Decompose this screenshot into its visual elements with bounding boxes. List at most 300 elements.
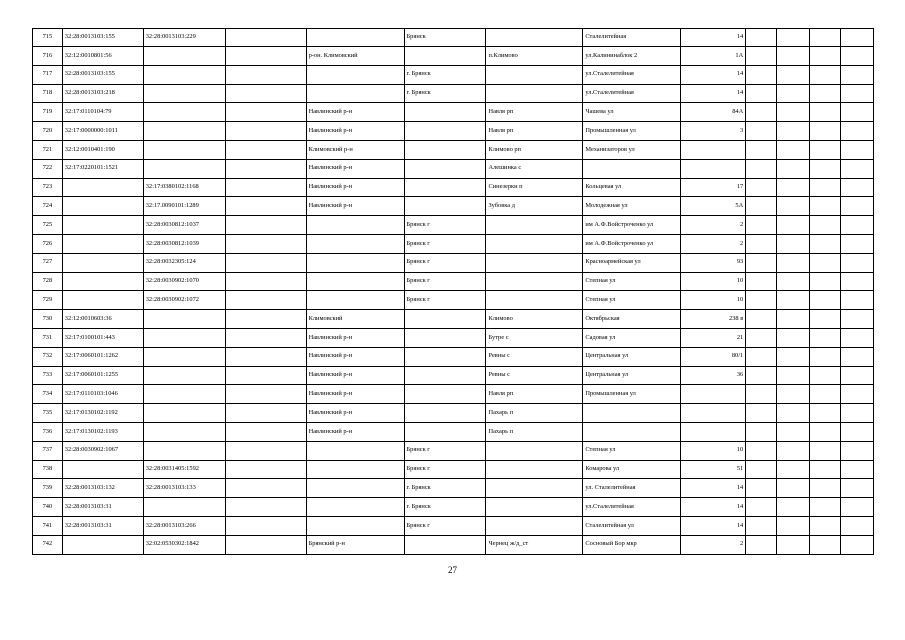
settlement-cell: Пахарь п	[486, 404, 583, 423]
district-cell: Навлинский р-н	[306, 122, 404, 141]
city-cell	[404, 366, 486, 385]
extra-cell	[810, 441, 841, 460]
row-number-cell: 727	[33, 253, 63, 272]
table-row	[33, 460, 874, 479]
settlement-cell: Пахарь п	[486, 422, 583, 441]
cadastral-number-2-cell	[143, 404, 225, 423]
extra-cell	[777, 498, 810, 517]
cadastral-number-2-cell: 32:28:0032305:124	[143, 253, 225, 272]
extra-cell	[840, 65, 873, 84]
extra-cell	[840, 122, 873, 141]
extra-cell	[746, 385, 777, 404]
extra-cell	[777, 140, 810, 159]
house-cell: 84А	[681, 103, 746, 122]
region-cell	[225, 328, 306, 347]
page-number: 27	[448, 565, 457, 575]
house-cell: 80/1	[681, 347, 746, 366]
street-cell: Центральная ул	[583, 347, 681, 366]
region-cell	[225, 479, 306, 498]
extra-cell	[746, 404, 777, 423]
extra-cell	[840, 385, 873, 404]
extra-cell	[746, 422, 777, 441]
city-cell	[404, 178, 486, 197]
cadastral-number-2-cell: 32:28:0030812:1037	[143, 216, 225, 235]
extra-cell	[810, 479, 841, 498]
cadastral-number-cell: 32:12:0010603:36	[62, 310, 143, 329]
row-number-cell: 731	[33, 328, 63, 347]
district-cell: Навлинский р-н	[306, 347, 404, 366]
settlement-cell	[486, 291, 583, 310]
extra-cell	[810, 272, 841, 291]
region-cell	[225, 310, 306, 329]
row-number-cell: 730	[33, 310, 63, 329]
table-row	[33, 159, 874, 178]
district-cell: Климовский	[306, 310, 404, 329]
extra-cell	[840, 216, 873, 235]
extra-cell	[777, 328, 810, 347]
cadastral-number-2-cell	[143, 65, 225, 84]
cadastral-number-cell	[62, 178, 143, 197]
table-row	[33, 404, 874, 423]
cadastral-number-2-cell	[143, 103, 225, 122]
extra-cell	[810, 310, 841, 329]
extra-cell	[777, 272, 810, 291]
extra-cell	[746, 216, 777, 235]
street-cell: Степная ул	[583, 272, 681, 291]
street-cell: Механизаторов ул	[583, 140, 681, 159]
extra-cell	[746, 159, 777, 178]
settlement-cell: Синезерки п	[486, 178, 583, 197]
settlement-cell	[486, 441, 583, 460]
city-cell: г. Брянск	[404, 65, 486, 84]
settlement-cell: Климово рп	[486, 140, 583, 159]
row-number-cell: 715	[33, 29, 63, 47]
extra-cell	[777, 47, 810, 66]
district-cell	[306, 460, 404, 479]
extra-cell	[777, 291, 810, 310]
cadastral-number-cell	[62, 272, 143, 291]
table-row	[33, 253, 874, 272]
district-cell	[306, 253, 404, 272]
street-cell: Центральная ул	[583, 366, 681, 385]
table-row	[33, 328, 874, 347]
cadastral-number-2-cell: 32:02:0530302:1842	[143, 535, 225, 554]
extra-cell	[777, 516, 810, 535]
extra-cell	[840, 140, 873, 159]
table-row	[33, 103, 874, 122]
row-number-cell: 736	[33, 422, 63, 441]
extra-cell	[746, 234, 777, 253]
registry-table	[32, 28, 874, 555]
settlement-cell	[486, 460, 583, 479]
cadastral-number-2-cell: 32:17:0380102:1168	[143, 178, 225, 197]
table-row	[33, 498, 874, 517]
district-cell	[306, 479, 404, 498]
extra-cell	[840, 328, 873, 347]
street-cell: ул.Сталелитейная	[583, 498, 681, 517]
city-cell	[404, 159, 486, 178]
table-row	[33, 29, 874, 47]
extra-cell	[840, 272, 873, 291]
city-cell	[404, 535, 486, 554]
cadastral-number-2-cell: 32:28:0030902:1072	[143, 291, 225, 310]
street-cell: Садовая ул	[583, 328, 681, 347]
region-cell	[225, 65, 306, 84]
extra-cell	[777, 197, 810, 216]
cadastral-number-2-cell	[143, 159, 225, 178]
extra-cell	[810, 140, 841, 159]
table-row	[33, 84, 874, 103]
city-cell: Брянск	[404, 29, 486, 47]
settlement-cell: Навля рп	[486, 122, 583, 141]
street-cell: Промышленная ул	[583, 122, 681, 141]
city-cell	[404, 47, 486, 66]
extra-cell	[810, 47, 841, 66]
street-cell: ул.Калининаблок 2	[583, 47, 681, 66]
row-number-cell: 717	[33, 65, 63, 84]
extra-cell	[777, 253, 810, 272]
settlement-cell	[486, 272, 583, 291]
region-cell	[225, 366, 306, 385]
street-cell: ул.Сталелитейная	[583, 65, 681, 84]
region-cell	[225, 159, 306, 178]
city-cell: Брянск г	[404, 234, 486, 253]
extra-cell	[746, 441, 777, 460]
cadastral-number-2-cell: 32:28:0013103:133	[143, 479, 225, 498]
table-row	[33, 535, 874, 554]
cadastral-number-2-cell	[143, 385, 225, 404]
extra-cell	[746, 197, 777, 216]
cadastral-number-2-cell	[143, 328, 225, 347]
house-cell: 2	[681, 234, 746, 253]
city-cell: Брянск г	[404, 272, 486, 291]
house-cell: 238 в	[681, 310, 746, 329]
house-cell	[681, 422, 746, 441]
street-cell: Степная ул	[583, 291, 681, 310]
district-cell	[306, 234, 404, 253]
city-cell: Брянск г	[404, 253, 486, 272]
district-cell	[306, 516, 404, 535]
row-number-cell: 737	[33, 441, 63, 460]
district-cell: р-он. Климовский	[306, 47, 404, 66]
settlement-cell	[486, 234, 583, 253]
extra-cell	[840, 84, 873, 103]
city-cell: Брянск г	[404, 516, 486, 535]
cadastral-number-cell: 32:17:0060101:1262	[62, 347, 143, 366]
extra-cell	[746, 253, 777, 272]
cadastral-number-cell: 32:12:0010401:190	[62, 140, 143, 159]
settlement-cell: Навля рп	[486, 103, 583, 122]
city-cell: г. Брянск	[404, 84, 486, 103]
house-cell	[681, 140, 746, 159]
district-cell	[306, 272, 404, 291]
extra-cell	[777, 479, 810, 498]
district-cell	[306, 216, 404, 235]
cadastral-number-cell: 32:17:0130102:1192	[62, 404, 143, 423]
row-number-cell: 741	[33, 516, 63, 535]
city-cell	[404, 122, 486, 141]
cadastral-number-2-cell: 32:28:0030902:1070	[143, 272, 225, 291]
city-cell: Брянск г	[404, 291, 486, 310]
extra-cell	[746, 29, 777, 47]
table-row	[33, 347, 874, 366]
cadastral-number-2-cell	[143, 498, 225, 517]
extra-cell	[810, 65, 841, 84]
extra-cell	[746, 516, 777, 535]
extra-cell	[777, 347, 810, 366]
extra-cell	[840, 441, 873, 460]
district-cell: Навлинский р-н	[306, 385, 404, 404]
extra-cell	[746, 310, 777, 329]
region-cell	[225, 347, 306, 366]
district-cell: Навлинский р-н	[306, 366, 404, 385]
settlement-cell: Зубовка д	[486, 197, 583, 216]
extra-cell	[810, 460, 841, 479]
region-cell	[225, 29, 306, 47]
house-cell: 93	[681, 253, 746, 272]
cadastral-number-2-cell	[143, 47, 225, 66]
cadastral-number-2-cell	[143, 310, 225, 329]
extra-cell	[840, 103, 873, 122]
extra-cell	[777, 234, 810, 253]
table-row	[33, 272, 874, 291]
district-cell: Навлинский р-н	[306, 404, 404, 423]
settlement-cell: Климово	[486, 310, 583, 329]
street-cell	[583, 422, 681, 441]
street-cell: Молодежная ул	[583, 197, 681, 216]
house-cell: 10	[681, 291, 746, 310]
street-cell: Чашева ул	[583, 103, 681, 122]
settlement-cell	[486, 498, 583, 517]
extra-cell	[777, 404, 810, 423]
row-number-cell: 738	[33, 460, 63, 479]
table-row	[33, 216, 874, 235]
row-number-cell: 728	[33, 272, 63, 291]
extra-cell	[810, 366, 841, 385]
street-cell: ул. Сталелитейная	[583, 479, 681, 498]
cadastral-number-cell: 32:28:0013103:155	[62, 29, 143, 47]
cadastral-number-cell: 32:28:0013103:155	[62, 65, 143, 84]
street-cell	[583, 159, 681, 178]
region-cell	[225, 535, 306, 554]
house-cell: 14	[681, 516, 746, 535]
extra-cell	[810, 159, 841, 178]
extra-cell	[777, 159, 810, 178]
table-row	[33, 310, 874, 329]
street-cell: ул.Сталелитейная	[583, 84, 681, 103]
street-cell: Сталелитейная ул	[583, 516, 681, 535]
region-cell	[225, 516, 306, 535]
cadastral-number-2-cell	[143, 140, 225, 159]
district-cell	[306, 29, 404, 47]
district-cell: Навлинский р-н	[306, 159, 404, 178]
table-row	[33, 366, 874, 385]
extra-cell	[840, 291, 873, 310]
street-cell: Комарова ул	[583, 460, 681, 479]
region-cell	[225, 404, 306, 423]
city-cell: г. Брянск	[404, 479, 486, 498]
settlement-cell: Ревны с	[486, 347, 583, 366]
region-cell	[225, 84, 306, 103]
region-cell	[225, 498, 306, 517]
row-number-cell: 723	[33, 178, 63, 197]
settlement-cell: Навля рп	[486, 385, 583, 404]
cadastral-number-2-cell	[143, 441, 225, 460]
extra-cell	[746, 103, 777, 122]
house-cell: 14	[681, 479, 746, 498]
city-cell	[404, 422, 486, 441]
extra-cell	[810, 404, 841, 423]
extra-cell	[810, 253, 841, 272]
extra-cell	[840, 159, 873, 178]
settlement-cell: Бутре с	[486, 328, 583, 347]
region-cell	[225, 460, 306, 479]
extra-cell	[810, 516, 841, 535]
extra-cell	[810, 498, 841, 517]
row-number-cell: 724	[33, 197, 63, 216]
cadastral-number-2-cell: 32:17.0090101:1289	[143, 197, 225, 216]
region-cell	[225, 234, 306, 253]
cadastral-number-cell	[62, 253, 143, 272]
extra-cell	[746, 272, 777, 291]
extra-cell	[777, 422, 810, 441]
row-number-cell: 732	[33, 347, 63, 366]
region-cell	[225, 140, 306, 159]
house-cell	[681, 404, 746, 423]
row-number-cell: 740	[33, 498, 63, 517]
house-cell: 10	[681, 272, 746, 291]
extra-cell	[810, 29, 841, 47]
settlement-cell: Чернец ж/д_ст	[486, 535, 583, 554]
cadastral-number-cell	[62, 460, 143, 479]
row-number-cell: 733	[33, 366, 63, 385]
district-cell: Климовский р-н	[306, 140, 404, 159]
city-cell	[404, 347, 486, 366]
street-cell: им А.Ф.Войстроченко ул	[583, 216, 681, 235]
extra-cell	[777, 535, 810, 554]
extra-cell	[746, 140, 777, 159]
region-cell	[225, 216, 306, 235]
cadastral-number-cell: 32:28:0013103:31	[62, 516, 143, 535]
table-row	[33, 385, 874, 404]
extra-cell	[810, 216, 841, 235]
cadastral-number-cell: 32:17:0060101:1255	[62, 366, 143, 385]
extra-cell	[810, 197, 841, 216]
extra-cell	[777, 460, 810, 479]
house-cell: 17	[681, 178, 746, 197]
street-cell: Степная ул	[583, 441, 681, 460]
district-cell: Навлинский р-н	[306, 197, 404, 216]
region-cell	[225, 291, 306, 310]
cadastral-number-cell	[62, 291, 143, 310]
street-cell: Промышленная ул	[583, 385, 681, 404]
cadastral-number-2-cell: 32:28:0031405:1592	[143, 460, 225, 479]
extra-cell	[840, 366, 873, 385]
district-cell: Навлинский р-н	[306, 178, 404, 197]
house-cell: 21	[681, 328, 746, 347]
city-cell	[404, 103, 486, 122]
table-row	[33, 122, 874, 141]
extra-cell	[810, 103, 841, 122]
extra-cell	[746, 460, 777, 479]
street-cell: Сосновый Бор мкр	[583, 535, 681, 554]
cadastral-number-cell: 32:28:0013103:31	[62, 498, 143, 517]
region-cell	[225, 272, 306, 291]
extra-cell	[840, 253, 873, 272]
table-row	[33, 479, 874, 498]
extra-cell	[840, 535, 873, 554]
street-cell: им А.Ф.Войстроченко ул	[583, 234, 681, 253]
house-cell	[681, 159, 746, 178]
district-cell	[306, 84, 404, 103]
extra-cell	[840, 29, 873, 47]
cadastral-number-cell: 32:17:0110103:1046	[62, 385, 143, 404]
table-row	[33, 234, 874, 253]
region-cell	[225, 178, 306, 197]
street-cell	[583, 404, 681, 423]
row-number-cell: 722	[33, 159, 63, 178]
settlement-cell: п.Климово	[486, 47, 583, 66]
cadastral-number-cell: 32:17:0130102:1193	[62, 422, 143, 441]
settlement-cell	[486, 253, 583, 272]
district-cell	[306, 498, 404, 517]
row-number-cell: 721	[33, 140, 63, 159]
extra-cell	[810, 347, 841, 366]
city-cell	[404, 328, 486, 347]
house-cell: 2	[681, 216, 746, 235]
cadastral-number-cell: 32:17:0110104:79	[62, 103, 143, 122]
extra-cell	[810, 535, 841, 554]
cadastral-number-cell: 32:17:0100101:443	[62, 328, 143, 347]
table-row	[33, 291, 874, 310]
cadastral-number-2-cell	[143, 422, 225, 441]
street-cell: Октябрьская	[583, 310, 681, 329]
extra-cell	[840, 47, 873, 66]
cadastral-number-2-cell	[143, 366, 225, 385]
settlement-cell	[486, 479, 583, 498]
house-cell: 2	[681, 535, 746, 554]
region-cell	[225, 197, 306, 216]
row-number-cell: 739	[33, 479, 63, 498]
extra-cell	[840, 347, 873, 366]
cadastral-number-2-cell: 32:28:0030812:1039	[143, 234, 225, 253]
district-cell	[306, 441, 404, 460]
extra-cell	[840, 178, 873, 197]
extra-cell	[746, 328, 777, 347]
extra-cell	[777, 310, 810, 329]
settlement-cell	[486, 29, 583, 47]
cadastral-number-2-cell: 32:28:0013103:266	[143, 516, 225, 535]
cadastral-number-2-cell	[143, 347, 225, 366]
extra-cell	[746, 47, 777, 66]
row-number-cell: 718	[33, 84, 63, 103]
city-cell	[404, 197, 486, 216]
table-row	[33, 65, 874, 84]
cadastral-number-cell	[62, 535, 143, 554]
extra-cell	[746, 65, 777, 84]
extra-cell	[810, 178, 841, 197]
extra-cell	[777, 103, 810, 122]
settlement-cell	[486, 516, 583, 535]
city-cell: г. Брянск	[404, 498, 486, 517]
extra-cell	[840, 310, 873, 329]
city-cell	[404, 385, 486, 404]
house-cell	[681, 385, 746, 404]
settlement-cell	[486, 84, 583, 103]
extra-cell	[810, 291, 841, 310]
house-cell: 14	[681, 29, 746, 47]
cadastral-number-cell: 32:17:0000000:1011	[62, 122, 143, 141]
